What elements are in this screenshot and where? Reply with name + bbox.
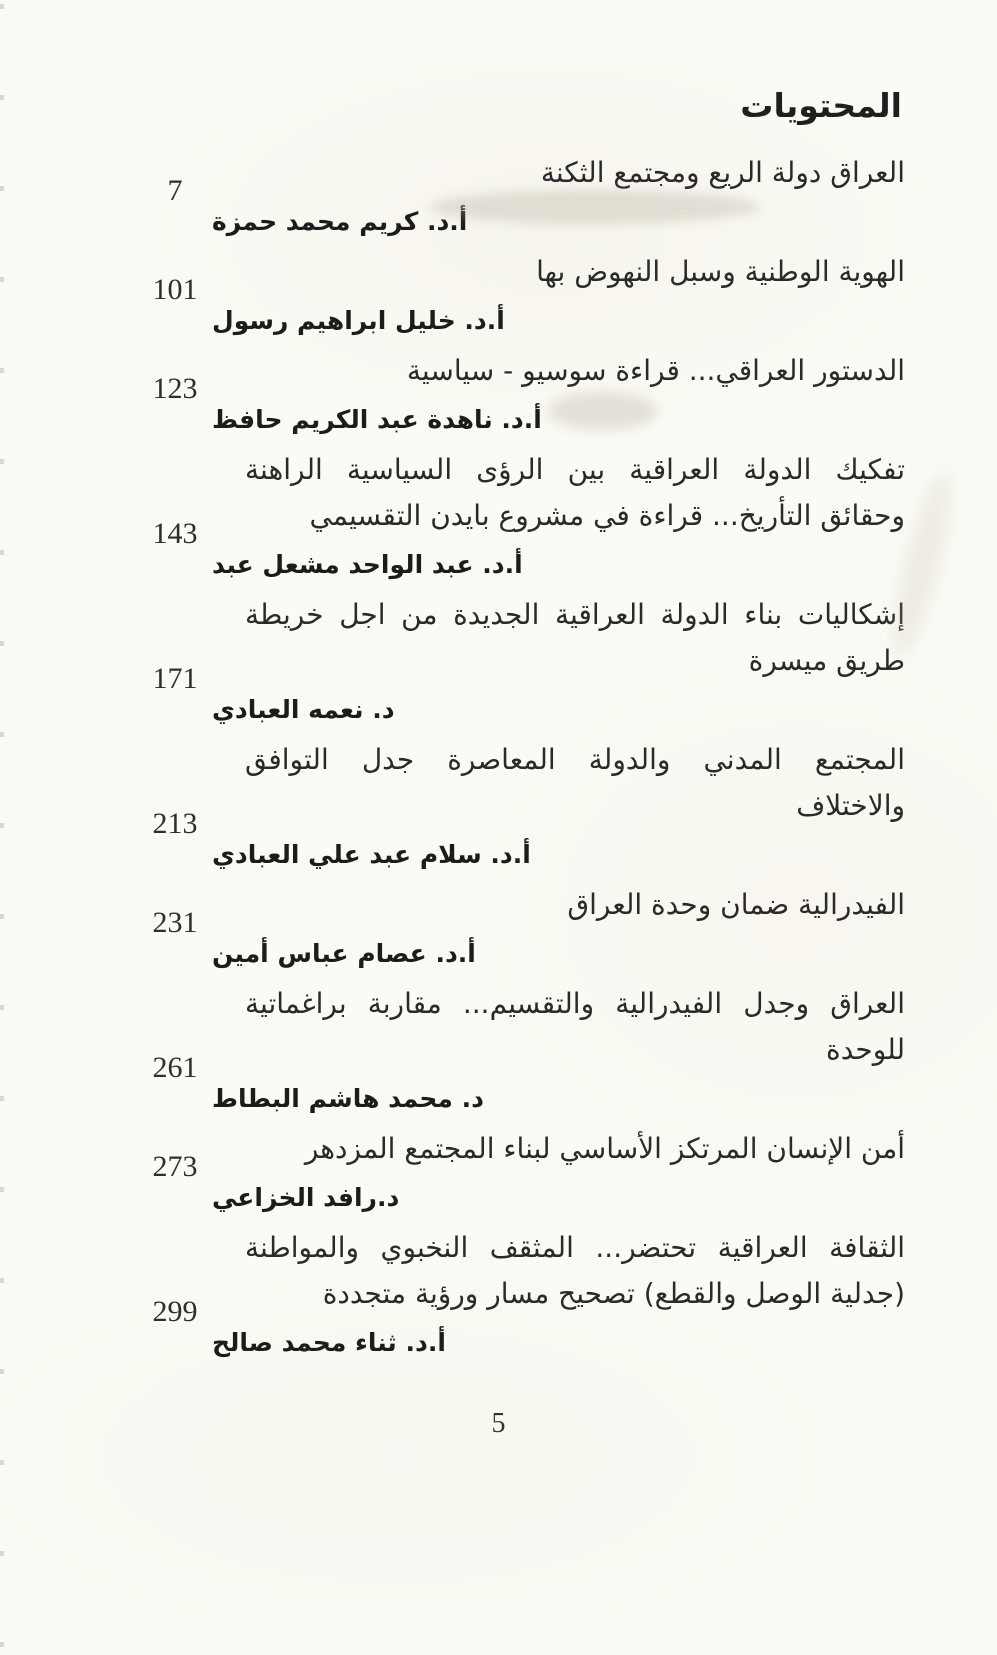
entry-title-line: وحقائق التأريخ... قراءة في مشروع بايدن التقسيمي xyxy=(309,499,905,532)
entry-author: أ.د. عصام عباس أمين xyxy=(212,939,476,968)
entry-title xyxy=(245,1225,905,1317)
toc-entry xyxy=(0,882,997,971)
toc-entry xyxy=(0,1225,997,1360)
toc-entry-main xyxy=(0,592,997,695)
toc-entry-main xyxy=(0,981,997,1084)
entry-title-line: أمن الإنسان المرتكز الأساسي لبناء المجتمع المزدهر xyxy=(304,1132,905,1165)
toc-entry xyxy=(0,592,997,727)
entry-title-line: والاختلاف xyxy=(796,789,905,822)
entry-title xyxy=(245,981,905,1073)
entry-page-number: 213 xyxy=(152,807,198,840)
entry-author: أ.د. عبد الواحد مشعل عبد xyxy=(212,550,523,579)
toc-entry-main xyxy=(0,447,997,550)
toc-entry-main xyxy=(0,348,997,405)
entry-page-number: 273 xyxy=(152,1150,198,1183)
entry-title xyxy=(245,150,905,196)
contents-heading: المحتويات xyxy=(740,86,902,125)
entry-author: أ.د. سلام عبد علي العبادي xyxy=(212,840,531,869)
toc-entry-main xyxy=(0,1126,997,1183)
entry-author: د. محمد هاشم البطاط xyxy=(212,1084,484,1113)
entry-title-line: الفيدرالية ضمان وحدة العراق xyxy=(567,888,905,921)
entry-page-number: 299 xyxy=(152,1295,198,1328)
entry-title-line: (جدلية الوصل والقطع) تصحيح مسار ورؤية متجددة xyxy=(322,1277,905,1310)
entry-title-line: الهوية الوطنية وسبل النهوض بها xyxy=(536,255,905,288)
scan-edge-marks xyxy=(0,4,4,1655)
entry-title xyxy=(245,348,905,394)
toc-entry xyxy=(0,737,997,872)
entry-title-line: العراق دولة الريع ومجتمع الثكنة xyxy=(540,156,905,189)
toc-entry xyxy=(0,150,997,239)
entry-author: أ.د. ثناء محمد صالح xyxy=(212,1328,446,1357)
toc-entry-main xyxy=(0,1225,997,1328)
entry-title xyxy=(245,249,905,295)
entry-author: أ.د. كريم محمد حمزة xyxy=(212,207,468,236)
toc-entry xyxy=(0,981,997,1116)
toc-entry xyxy=(0,1126,997,1215)
table-of-contents xyxy=(0,150,997,1360)
toc-entry-main xyxy=(0,737,997,840)
entry-page-number: 7 xyxy=(167,174,183,207)
toc-entry-main xyxy=(0,882,997,939)
toc-entry xyxy=(0,249,997,338)
entry-title xyxy=(245,592,905,684)
entry-page-number: 143 xyxy=(152,517,198,550)
entry-author: د. نعمه العبادي xyxy=(212,695,395,724)
toc-entry xyxy=(0,447,997,582)
entry-author: أ.د. خليل ابراهيم رسول xyxy=(212,306,505,335)
entry-title-line: الدستور العراقي... قراءة سوسيو - سياسية xyxy=(406,354,905,387)
entry-author: د.رافد الخزاعي xyxy=(212,1183,400,1212)
page-number: 5 xyxy=(491,1408,506,1439)
entry-title-line: تفكيك الدولة العراقية بين الرؤى السياسية الراهنة xyxy=(245,453,905,486)
entry-title xyxy=(245,447,905,539)
entry-title xyxy=(245,737,905,829)
entry-page-number: 261 xyxy=(152,1051,198,1084)
entry-title-line: إشكاليات بناء الدولة العراقية الجديدة من اجل خريطة xyxy=(245,598,905,631)
toc-entry xyxy=(0,348,997,437)
entry-title-line: المجتمع المدني والدولة المعاصرة جدل التوافق xyxy=(245,743,905,776)
entry-title xyxy=(245,882,905,928)
entry-title xyxy=(245,1126,905,1172)
entry-title-line: الثقافة العراقية تحتضر... المثقف النخبوي والمواطنة xyxy=(245,1231,905,1264)
entry-author: أ.د. ناهدة عبد الكريم حافظ xyxy=(212,405,542,434)
toc-entry-main xyxy=(0,150,997,207)
entry-page-number: 231 xyxy=(152,906,198,939)
entry-title-line: طريق ميسرة xyxy=(748,644,905,677)
entry-page-number: 171 xyxy=(152,662,198,695)
entry-title-line: العراق وجدل الفيدرالية والتقسيم... مقاربة براغماتية xyxy=(245,987,905,1020)
entry-page-number: 123 xyxy=(152,372,198,405)
entry-title-line: للوحدة xyxy=(826,1033,905,1066)
toc-entry-main xyxy=(0,249,997,306)
entry-page-number: 101 xyxy=(152,273,198,306)
